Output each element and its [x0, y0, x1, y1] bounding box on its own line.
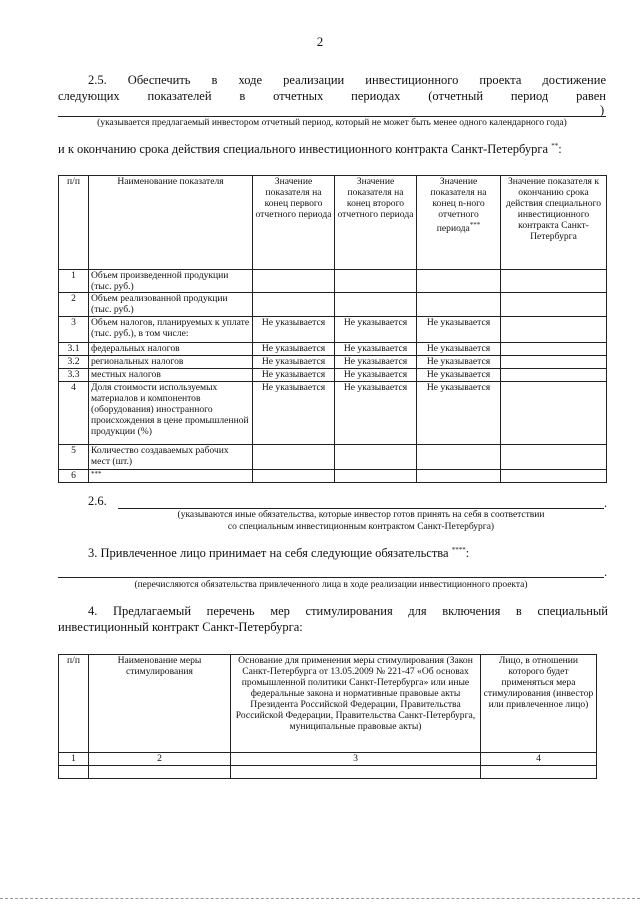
table-cell: [417, 293, 501, 317]
table-cell: [481, 766, 597, 779]
table-cell: [501, 356, 607, 369]
s25-paren-close: ): [600, 103, 605, 117]
table-cell: [501, 445, 607, 470]
table-cell: Не указывается: [253, 382, 335, 445]
table-cell: Объем произведенной продукции (тыс. руб.): [89, 270, 253, 293]
header-name: Наименование показателя: [89, 176, 253, 270]
table-cell: Не указывается: [253, 356, 335, 369]
table-cell: [501, 470, 607, 483]
s25-line2: следующих показателей в отчетных периодах (отчетный период равен: [58, 89, 606, 103]
table-cell: [231, 766, 481, 779]
table-numbering-row: [59, 753, 597, 766]
footnote-mark: **: [551, 142, 559, 150]
table-cell: [59, 766, 89, 779]
table-cell: Объем реализованной продукции (тыс. руб.): [89, 293, 253, 317]
page-edge-line: [0, 898, 640, 899]
header-vend: Значение показателя к окончанию срока действия специального инвестиционного контракта Санкт-Петербурга: [501, 176, 607, 270]
table-cell: [501, 317, 607, 343]
table-cell: региональных налогов: [89, 356, 253, 369]
table-cell: [335, 270, 417, 293]
table-cell: [501, 382, 607, 445]
table-row: [59, 293, 607, 317]
s26-fill-line: [118, 508, 604, 509]
table-cell: 1: [59, 270, 89, 293]
table-row: [59, 445, 607, 470]
table-cell: Не указывается: [417, 382, 501, 445]
s3-note: (перечисляются обязательства привлеченного лица в ходе реализации инвестиционного проекта): [134, 580, 528, 590]
header-vn: Значение показателя на конец n-ного отчетного периода***: [417, 176, 501, 270]
s26-end: .: [604, 496, 608, 510]
table-cell: [501, 270, 607, 293]
table-cell: 4: [481, 753, 597, 766]
header-basis: Основание для применения меры стимулирования (Закон Санкт-Петербурга от 13.05.2009 № 221-47 «Об основах промышленной политики Санкт-Петербурга» или иные федеральные закона и нормативные правовые акты Президента Российской Федерации, Правительства Российской Федерации, Правительства Санкт-Петербурга, муниципальные правовые акты): [231, 655, 481, 753]
s26-note-line2: со специальным инвестиционным контрактом Санкт-Петербурга): [227, 522, 495, 532]
table-cell: Не указывается: [417, 317, 501, 343]
table-cell: 3: [59, 317, 89, 343]
header-v1: Значение показателя на конец первого отчетного периода: [253, 176, 335, 270]
table-row: [59, 317, 607, 343]
table-header-row: [59, 176, 607, 270]
table-cell: Объем налогов, планируемых к уплате (тыс. руб.), в том числе:: [89, 317, 253, 343]
indicators-table: [58, 175, 607, 483]
header-measure-name: Наименование меры стимулирования: [89, 655, 231, 753]
header-person: Лицо, в отношении которого будет применяться мера стимулирования (инвестор или привлеченное лицо): [481, 655, 597, 753]
s4-line2: инвестиционный контракт Санкт-Петербурга:: [58, 620, 303, 634]
s4-line1: 4. Предлагаемый перечень мер стимулирования для включения в специальный: [88, 604, 608, 618]
table-cell: [335, 470, 417, 483]
table-cell: [89, 766, 231, 779]
s3-end-dot: .: [604, 565, 608, 579]
s26-label: 2.6.: [88, 494, 107, 508]
table-row: [59, 369, 607, 382]
page-number: 2: [316, 34, 324, 49]
table-cell: 3.2: [59, 356, 89, 369]
s3-text: 3. Привлеченное лицо принимает на себя следующие обязательства ****:: [88, 546, 470, 561]
s25-line1: 2.5. Обеспечить в ходе реализации инвестиционного проекта достижение: [88, 73, 606, 87]
table-cell: 2: [59, 293, 89, 317]
footnote-mark: ***: [469, 221, 481, 229]
table-cell: Не указывается: [253, 369, 335, 382]
table-cell: Не указывается: [335, 382, 417, 445]
table-cell: Не указывается: [335, 343, 417, 356]
table-cell: Не указывается: [335, 356, 417, 369]
table-cell: 6: [59, 470, 89, 483]
table-cell: 1: [59, 753, 89, 766]
table-row: [59, 766, 597, 779]
table-cell: [335, 293, 417, 317]
footnote-mark: ****: [451, 546, 466, 554]
header-num: п/п: [59, 655, 89, 753]
table-cell: [253, 293, 335, 317]
measures-table: [58, 654, 597, 779]
table-cell: Не указывается: [253, 317, 335, 343]
s26-note-line1: (указываются иные обязательства, которые инвестор готов принять на себя в соответствии: [177, 510, 545, 520]
table-cell: 3.1: [59, 343, 89, 356]
table-row: [59, 343, 607, 356]
table-cell: [501, 369, 607, 382]
s25-contract-line: и к окончанию срока действия специального инвестиционного контракта Санкт-Петербурга **:: [58, 142, 562, 157]
table-cell: [335, 445, 417, 470]
table-cell: Количество создаваемых рабочих мест (шт.): [89, 445, 253, 470]
table-cell: [253, 445, 335, 470]
table-cell: Не указывается: [335, 317, 417, 343]
s25-note: (указывается предлагаемый инвестором отчетный период, который не может быть менее одного календарного года): [97, 118, 567, 128]
table-cell: [417, 270, 501, 293]
header-num: п/п: [59, 176, 89, 270]
table-row: [59, 382, 607, 445]
table-cell: 3.3: [59, 369, 89, 382]
table-cell: 2: [89, 753, 231, 766]
table-cell: Не указывается: [417, 356, 501, 369]
table-cell: Не указывается: [417, 369, 501, 382]
table-cell: 4: [59, 382, 89, 445]
table-header-row: [59, 655, 597, 753]
table-cell: [501, 343, 607, 356]
table-cell: Доля стоимости используемых материалов и компонентов (оборудования) иностранного происхождения в цене промышленной продукции (%): [89, 382, 253, 445]
table-row: [59, 356, 607, 369]
table-cell: 5: [59, 445, 89, 470]
s25-fill-line: [58, 116, 606, 117]
header-v2: Значение показателя на конец второго отчетного периода: [335, 176, 417, 270]
table-cell: ***: [89, 470, 253, 483]
table-cell: [253, 470, 335, 483]
table-cell: федеральных налогов: [89, 343, 253, 356]
table-cell: [417, 445, 501, 470]
table-cell: [253, 270, 335, 293]
table-cell: 3: [231, 753, 481, 766]
table-row: [59, 470, 607, 483]
table-cell: [417, 470, 501, 483]
table-cell: Не указывается: [417, 343, 501, 356]
table-cell: Не указывается: [253, 343, 335, 356]
table-cell: [501, 293, 607, 317]
table-row: [59, 270, 607, 293]
table-cell: местных налогов: [89, 369, 253, 382]
table-cell: Не указывается: [335, 369, 417, 382]
s3-fill-line: [58, 577, 604, 578]
